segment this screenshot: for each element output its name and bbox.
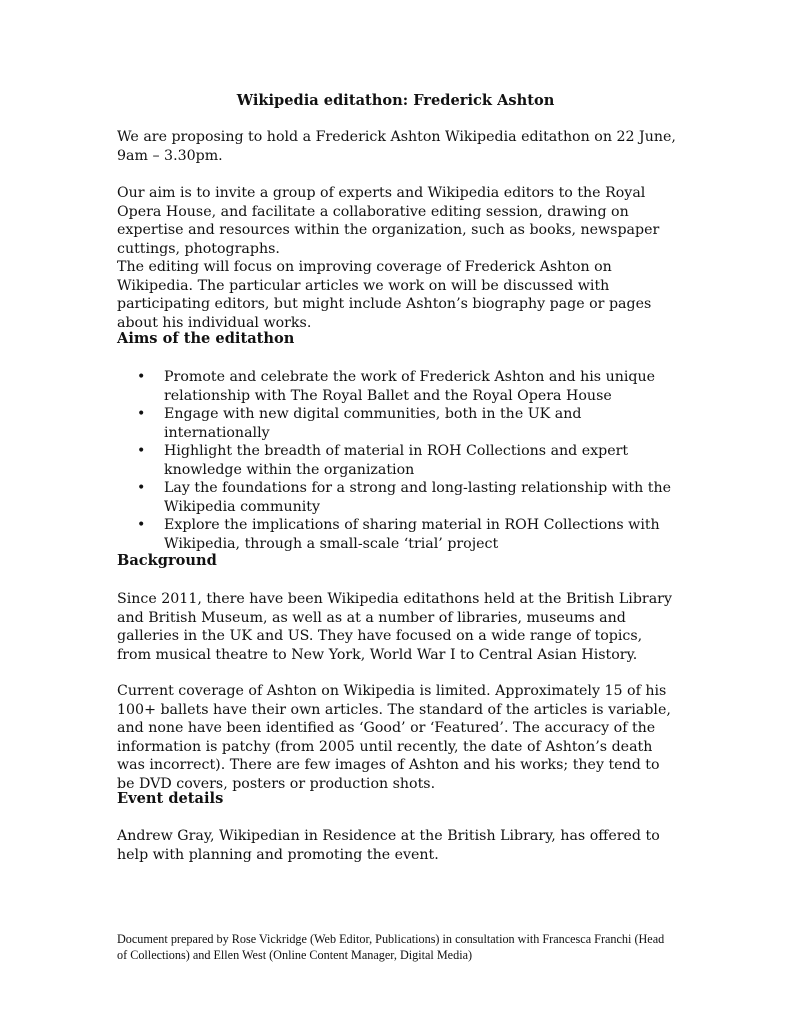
document-title: Wikipedia editathon: Frederick Ashton — [236, 92, 555, 109]
aims-list-item: • Explore the implications of sharing material in ROH Collections with Wikipedia, through a small-scale ‘trial’ project — [137, 516, 677, 553]
aims-list — [137, 368, 677, 553]
background-paragraph-2: Current coverage of Ashton on Wikipedia is limited. Approximately 15 of his 100+ ballets have their own articles. The standard of the articles is variable, and none have been identified as ‘Good’ or ‘Featured’. The accuracy of the information is patchy (from 2005 until recently, the date of Ashton’s death was incorrect). There are few images of Ashton and his works; they tend to be DVD covers, posters or production shots. — [117, 683, 671, 792]
aims-list-item: • Highlight the breadth of material in ROH Collections and expert knowledge within the organization — [137, 442, 677, 479]
aims-list-item: • Promote and celebrate the work of Frederick Ashton and his unique relationship with The Royal Ballet and the Royal Opera House — [137, 368, 677, 405]
background-paragraph-1: Since 2011, there have been Wikipedia editathons held at the British Library and British Museum, as well as at a number of libraries, museums and galleries in the UK and US. They have focused on a wide range of topics, from musical theatre to New York, World War I to Central Asian History. — [117, 591, 672, 663]
aims-list-item: • Engage with new digital communities, both in the UK and internationally — [137, 405, 677, 442]
event-details-heading: Event details — [117, 790, 224, 807]
aims-list-item: • Lay the foundations for a strong and long-lasting relationship with the Wikipedia community — [137, 479, 677, 516]
document-footer: Document prepared by Rose Vickridge (Web Editor, Publications) in consultation with Francesca Franchi (Head of Collections) and Ellen West (Online Content Manager, Digital Media) — [117, 932, 665, 962]
background-heading: Background — [117, 552, 217, 569]
intro-paragraph-2: Our aim is to invite a group of experts and Wikipedia editors to the Royal Opera House, and facilitate a collaborative editing session, drawing on expertise and resources within the organization, such as books, newspaper cuttings, photographs. — [117, 185, 660, 257]
aims-heading: Aims of the editathon — [117, 330, 295, 347]
intro-paragraph-3: The editing will focus on improving coverage of Frederick Ashton on Wikipedia. The particular articles we work on will be discussed with participating editors, but might include Ashton’s biography page or pages about his individual works. — [117, 259, 652, 331]
event-details-paragraph: Andrew Gray, Wikipedian in Residence at the British Library, has offered to help with planning and promoting the event. — [117, 828, 660, 863]
intro-paragraph-1: We are proposing to hold a Frederick Ashton Wikipedia editathon on 22 June, 9am – 3.30pm. — [117, 129, 676, 164]
